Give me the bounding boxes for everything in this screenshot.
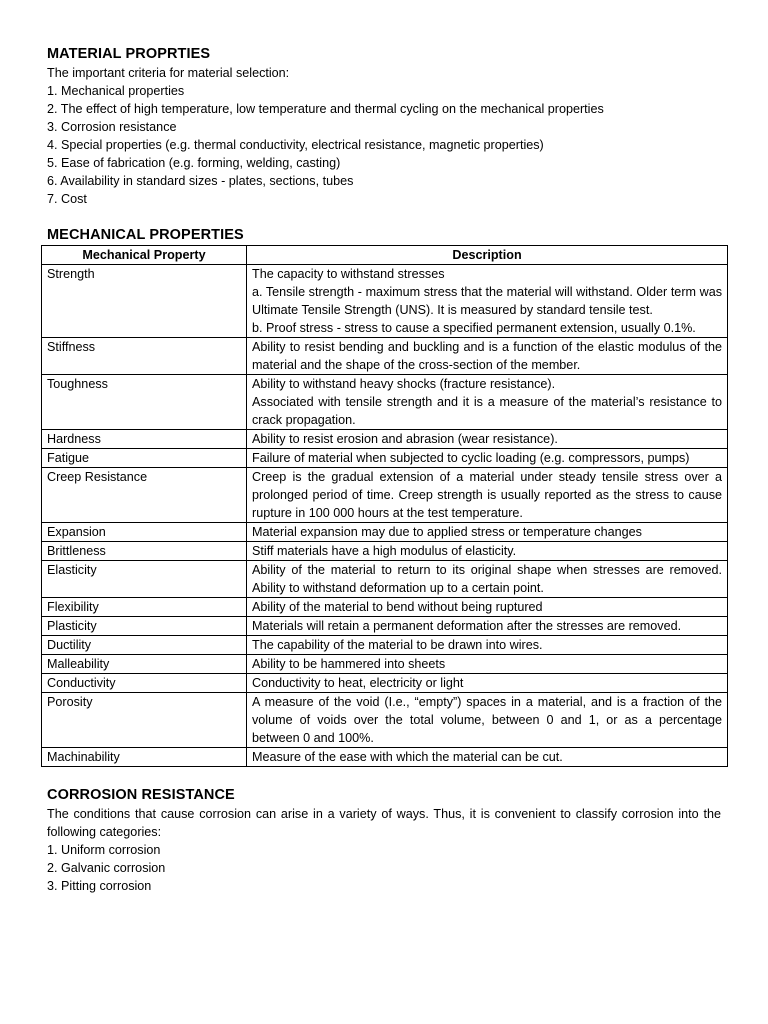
table-row — [42, 523, 728, 542]
table-row — [42, 542, 728, 561]
list-item: 7. Cost — [47, 192, 87, 206]
description-line: Ability to resist bending and buckling and is a function of the elastic modulus of the material and the shape of the cross-section of the member. — [252, 340, 722, 372]
property-description — [247, 430, 728, 449]
corrosion-intro: The conditions that cause corrosion can arise in a variety of ways. Thus, it is convenient to classify corrosion into the following categories: — [47, 807, 721, 839]
property-name: Expansion — [42, 523, 247, 542]
property-description — [247, 748, 728, 767]
property-name: Creep Resistance — [42, 468, 247, 523]
description-line: Associated with tensile strength and it is a measure of the material’s resistance to crack propagation. — [252, 395, 722, 427]
description-line: Ability to resist erosion and abrasion (wear resistance). — [252, 432, 558, 446]
table-row — [42, 598, 728, 617]
description-line: Creep is the gradual extension of a material under steady tensile stress over a prolonged period of time. Creep strength is usually reported as the stress to cause rupture in 100 000 hours at the test temperature. — [252, 470, 722, 520]
property-name: Fatigue — [42, 449, 247, 468]
description-line: a. Tensile strength - maximum stress that the material will withstand. Older term was Ultimate Tensile Strength (UNS). It is measured by standard tensile test. — [252, 285, 722, 317]
property-description — [247, 636, 728, 655]
document-page — [47, 44, 721, 895]
selection-criteria-list — [47, 82, 721, 208]
description-line: Materials will retain a permanent deformation after the stresses are removed. — [252, 619, 682, 633]
property-description — [247, 693, 728, 748]
property-name: Plasticity — [42, 617, 247, 636]
list-item: 4. Special properties (e.g. thermal conductivity, electrical resistance, magnetic properties) — [47, 138, 544, 152]
description-line: Ability of the material to bend without being ruptured — [252, 600, 543, 614]
description-line: Stiff materials have a high modulus of elasticity. — [252, 544, 517, 558]
table-row — [42, 449, 728, 468]
table-row — [42, 655, 728, 674]
property-description — [247, 655, 728, 674]
list-item: 3. Corrosion resistance — [47, 120, 177, 134]
table-row — [42, 265, 728, 338]
description-line: Ability of the material to return to its original shape when stresses are removed. Ability to withstand deformation up to a certain point. — [252, 563, 722, 595]
property-description — [247, 617, 728, 636]
list-item: 2. Galvanic corrosion — [47, 861, 166, 875]
corrosion-resistance-heading: CORROSION RESISTANCE — [47, 787, 235, 803]
description-line: Conductivity to heat, electricity or light — [252, 676, 464, 690]
property-name: Machinability — [42, 748, 247, 767]
table-row — [42, 561, 728, 598]
property-name: Hardness — [42, 430, 247, 449]
property-description — [247, 449, 728, 468]
property-description — [247, 468, 728, 523]
property-description — [247, 265, 728, 338]
table-row — [42, 430, 728, 449]
table-row — [42, 375, 728, 430]
corrosion-categories-list — [47, 841, 721, 895]
material-properties-heading: MATERIAL PROPRTIES — [47, 46, 211, 62]
mechanical-properties-table — [41, 245, 728, 767]
table-row — [42, 338, 728, 375]
mechanical-properties-heading: MECHANICAL PROPERTIES — [47, 227, 244, 243]
description-line: The capability of the material to be drawn into wires. — [252, 638, 543, 652]
property-name: Flexibility — [42, 598, 247, 617]
property-description — [247, 338, 728, 375]
property-description — [247, 542, 728, 561]
description-line: b. Proof stress - stress to cause a specified permanent extension, usually 0.1%. — [252, 321, 696, 335]
property-name: Porosity — [42, 693, 247, 748]
description-line: Measure of the ease with which the material can be cut. — [252, 750, 563, 764]
description-line: Material expansion may due to applied stress or temperature changes — [252, 525, 642, 539]
table-row — [42, 468, 728, 523]
description-line: Ability to withstand heavy shocks (fracture resistance). — [252, 377, 556, 391]
property-name: Conductivity — [42, 674, 247, 693]
list-item: 3. Pitting corrosion — [47, 879, 152, 893]
table-row — [42, 617, 728, 636]
property-description — [247, 561, 728, 598]
property-description — [247, 598, 728, 617]
column-header-description: Description — [247, 246, 728, 265]
table-header-row — [42, 246, 728, 265]
list-item: 5. Ease of fabrication (e.g. forming, welding, casting) — [47, 156, 341, 170]
property-name: Toughness — [42, 375, 247, 430]
property-description — [247, 375, 728, 430]
property-name: Brittleness — [42, 542, 247, 561]
property-name: Elasticity — [42, 561, 247, 598]
description-line: The capacity to withstand stresses — [252, 267, 445, 281]
property-name: Strength — [42, 265, 247, 338]
description-line: A measure of the void (I.e., “empty”) spaces in a material, and is a fraction of the volume of voids over the total volume, between 0 and 1, or as a percentage between 0 and 100%. — [252, 695, 722, 745]
property-name: Ductility — [42, 636, 247, 655]
list-item: 1. Uniform corrosion — [47, 843, 161, 857]
table-row — [42, 748, 728, 767]
table-row — [42, 674, 728, 693]
description-line: Failure of material when subjected to cyclic loading (e.g. compressors, pumps) — [252, 451, 690, 465]
list-item: 1. Mechanical properties — [47, 84, 185, 98]
property-name: Malleability — [42, 655, 247, 674]
list-item: 6. Availability in standard sizes - plates, sections, tubes — [47, 174, 354, 188]
selection-criteria-intro: The important criteria for material selection: — [47, 66, 290, 80]
table-row — [42, 636, 728, 655]
property-name: Stiffness — [42, 338, 247, 375]
property-description — [247, 523, 728, 542]
table-row — [42, 693, 728, 748]
property-description — [247, 674, 728, 693]
list-item: 2. The effect of high temperature, low temperature and thermal cycling on the mechanical properties — [47, 102, 604, 116]
column-header-property: Mechanical Property — [42, 246, 247, 265]
description-line: Ability to be hammered into sheets — [252, 657, 446, 671]
